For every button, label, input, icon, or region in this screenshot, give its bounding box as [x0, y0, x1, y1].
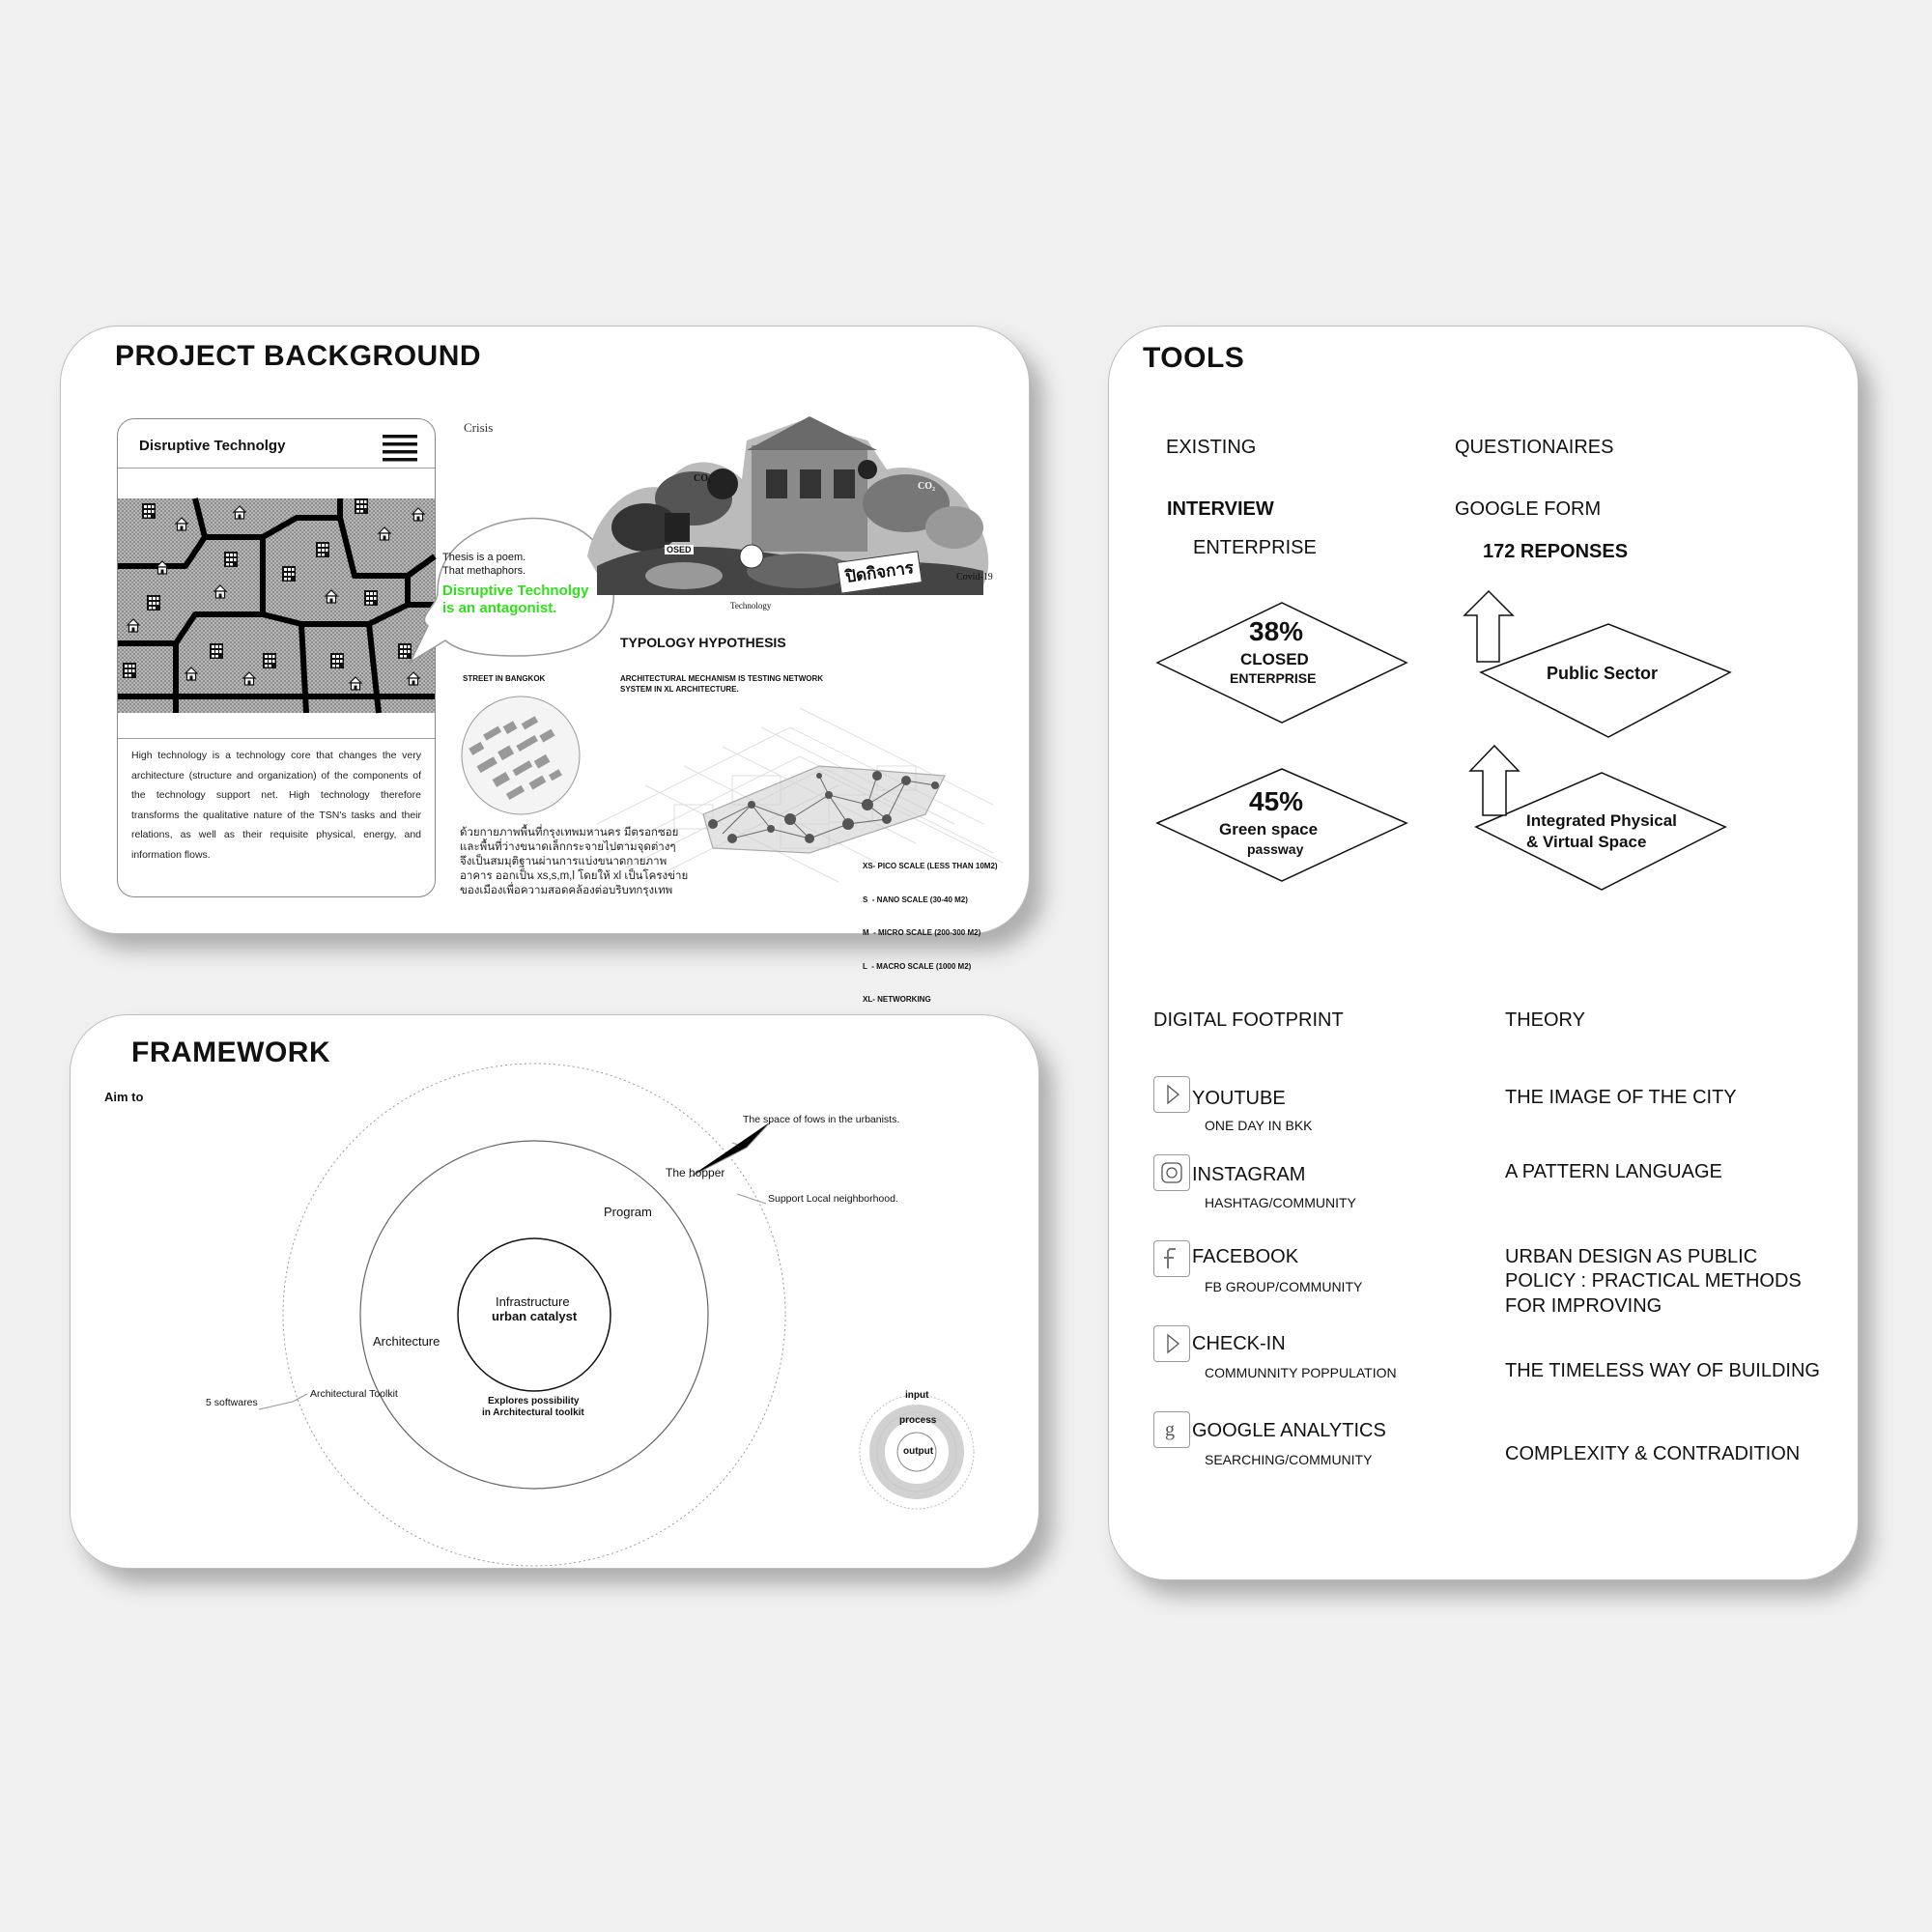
play-icon	[1153, 1325, 1190, 1362]
program-label: Program	[604, 1205, 652, 1219]
platform-sub: FB GROUP/COMMUNITY	[1205, 1279, 1363, 1294]
project-background-title: PROJECT BACKGROUND	[115, 340, 482, 372]
diamond3-label: Public Sector	[1547, 664, 1659, 683]
mechanism-line-2: SYSTEM IN XL ARCHITECTURE.	[620, 685, 739, 694]
aim-label: Aim to	[104, 1090, 144, 1104]
enterprise-label: ENTERPRISE	[1193, 537, 1317, 558]
city-map-illustration	[118, 498, 435, 713]
menu-icon[interactable]	[383, 435, 417, 462]
legend-input: input	[905, 1390, 929, 1401]
flows-label: The space of fows in the urbanists.	[743, 1114, 900, 1125]
scale-item: L - MACRO SCALE (1000 M2)	[863, 961, 972, 971]
thai-description	[460, 826, 688, 898]
tools-card	[1108, 326, 1859, 1580]
bubble-line-2: That methaphors.	[442, 565, 526, 577]
scale-list	[863, 838, 998, 1028]
architecture-label: Architecture	[373, 1334, 440, 1349]
project-background-card	[60, 326, 1030, 1004]
street-label: STREET IN BANGKOK	[463, 674, 546, 683]
thai-line: จึงเป็นสมมุติฐานผ่านการแบ่งขนาดกายภาพ	[460, 856, 668, 867]
thai-line: และพื้นที่ว่างขนาดเล็กกระจายไปตามจุดต่างๆ	[460, 841, 676, 853]
svg-text:g: g	[1165, 1419, 1175, 1440]
legend-output: output	[903, 1446, 934, 1457]
theory-item: A PATTERN LANGUAGE	[1505, 1161, 1722, 1182]
platform-name: GOOGLE ANALYTICS	[1192, 1420, 1386, 1441]
bubble-highlight-1: Disruptive Technolgy	[442, 582, 589, 599]
street-aerial-circle	[460, 695, 582, 816]
tools-diagram-shapes	[1109, 327, 1858, 906]
questionaires-label: QUESTIONAIRES	[1455, 437, 1614, 458]
phone-mockup	[117, 418, 436, 897]
thai-line: อาคาร ออกเป็น xs,s,m,l โดยให้ xl เป็นโครงข่าย	[460, 870, 689, 882]
theory-item: THE IMAGE OF THE CITY	[1505, 1087, 1737, 1108]
google-form-label: GOOGLE FORM	[1455, 498, 1602, 520]
collage-closed: OSED	[667, 545, 692, 554]
framework-diagram-lines	[71, 1015, 1038, 1568]
theory-label: THEORY	[1505, 1009, 1585, 1031]
platform-name: YOUTUBE	[1192, 1088, 1286, 1109]
collage-thai-sign-text: ปิดกิจการ	[844, 558, 916, 586]
framework-card	[70, 1014, 1039, 1569]
framework-title: FRAMEWORK	[131, 1037, 331, 1068]
platform-sub: SEARCHING/COMMUNITY	[1205, 1452, 1373, 1467]
theory-item: COMPLEXITY & CONTRADITION	[1505, 1443, 1801, 1464]
theory-item: POLICY : PRACTICAL METHODS	[1505, 1270, 1802, 1292]
theory-item: THE TIMELESS WAY OF BUILDING	[1505, 1360, 1820, 1381]
theory-item: URBAN DESIGN AS PUBLIC	[1505, 1246, 1758, 1267]
interview-label: INTERVIEW	[1167, 498, 1274, 520]
tools-title: TOOLS	[1143, 342, 1245, 374]
platform-name: CHECK-IN	[1192, 1333, 1286, 1354]
phone-description: High technology is a technology core that changes the very architecture (structure and organization) of the components of the technology support net. High technology therefore transforms the qualitative nature of the TSN's tasks and their relations, as well as their requisite physical, energy, and information flows.	[131, 750, 421, 861]
existing-label: EXISTING	[1166, 437, 1257, 458]
explores-line-2: in Architectural toolkit	[482, 1407, 584, 1418]
thai-line: ด้วยกายภาพพื้นที่กรุงเทพมหานคร มีตรอกซอย	[460, 827, 679, 838]
thai-line: ของเมืองเพื่อความสอดคล้องต่อบริบทกรุงเทพ	[460, 885, 673, 896]
scale-item: M - MICRO SCALE (200-300 M2)	[863, 928, 981, 937]
phone-title: Disruptive Technolgy	[139, 438, 286, 454]
diamond1-line1: CLOSED	[1240, 650, 1309, 668]
collage-technology: Technology	[730, 601, 772, 611]
mechanism-line-1: ARCHITECTURAL MECHANISM IS TESTING NETWORK	[620, 674, 824, 683]
legend-process: process	[899, 1415, 937, 1426]
diamond1-line2: ENTERPRISE	[1230, 670, 1317, 686]
collage-co2-b: CO₂	[918, 481, 935, 492]
scale-item: XS- PICO SCALE (LESS THAN 10M2)	[863, 862, 998, 870]
diamond4-line2: & Virtual Space	[1526, 833, 1647, 851]
diamond4-line1: Integrated Physical	[1526, 811, 1677, 830]
camera-icon	[1153, 1154, 1190, 1191]
google-icon	[1153, 1411, 1190, 1448]
crisis-collage-image	[578, 412, 1003, 610]
collage-crisis-label: Crisis	[464, 420, 494, 435]
bubble-highlight-2: is an antagonist.	[442, 600, 557, 616]
diamond1-value: 38%	[1249, 616, 1304, 646]
typology-title: TYPOLOGY HYPOTHESIS	[620, 635, 786, 650]
diamond2-line1: Green space	[1219, 820, 1319, 838]
softwares-label: 5 softwares	[206, 1397, 258, 1408]
diamond2-line2: passway	[1247, 841, 1304, 857]
bubble-line-1: Thesis is a poem.	[442, 552, 526, 563]
hopper-label: The hopper	[666, 1166, 725, 1179]
scale-item: S - NANO SCALE (30-40 M2)	[863, 895, 968, 904]
responses-label: 172 REPONSES	[1483, 541, 1629, 562]
platform-name: FACEBOOK	[1192, 1246, 1299, 1267]
platform-name: INSTAGRAM	[1192, 1164, 1306, 1185]
collage-co2-a: CO₂	[694, 473, 711, 484]
theory-item: FOR IMPROVING	[1505, 1295, 1662, 1317]
explores-line-1: Explores possibility	[488, 1396, 580, 1406]
platform-sub: COMMUNNITY POPPULATION	[1205, 1365, 1397, 1380]
toolkit-label: Architectural Toolkit	[310, 1388, 398, 1400]
center-line-2: urban catalyst	[492, 1309, 578, 1323]
diamond2-value: 45%	[1249, 786, 1304, 816]
center-line-1: Infrastructure	[496, 1294, 570, 1309]
platform-sub: HASHTAG/COMMUNITY	[1205, 1195, 1356, 1210]
facebook-icon	[1153, 1240, 1190, 1277]
support-label: Support Local neighborhood.	[768, 1193, 898, 1205]
scale-item: XL- NETWORKING	[863, 995, 931, 1004]
collage-covid: Covid-19	[956, 572, 993, 582]
play-icon	[1153, 1076, 1190, 1113]
digital-footprint-label: DIGITAL FOOTPRINT	[1153, 1009, 1344, 1031]
platform-sub: ONE DAY IN BKK	[1205, 1118, 1313, 1133]
